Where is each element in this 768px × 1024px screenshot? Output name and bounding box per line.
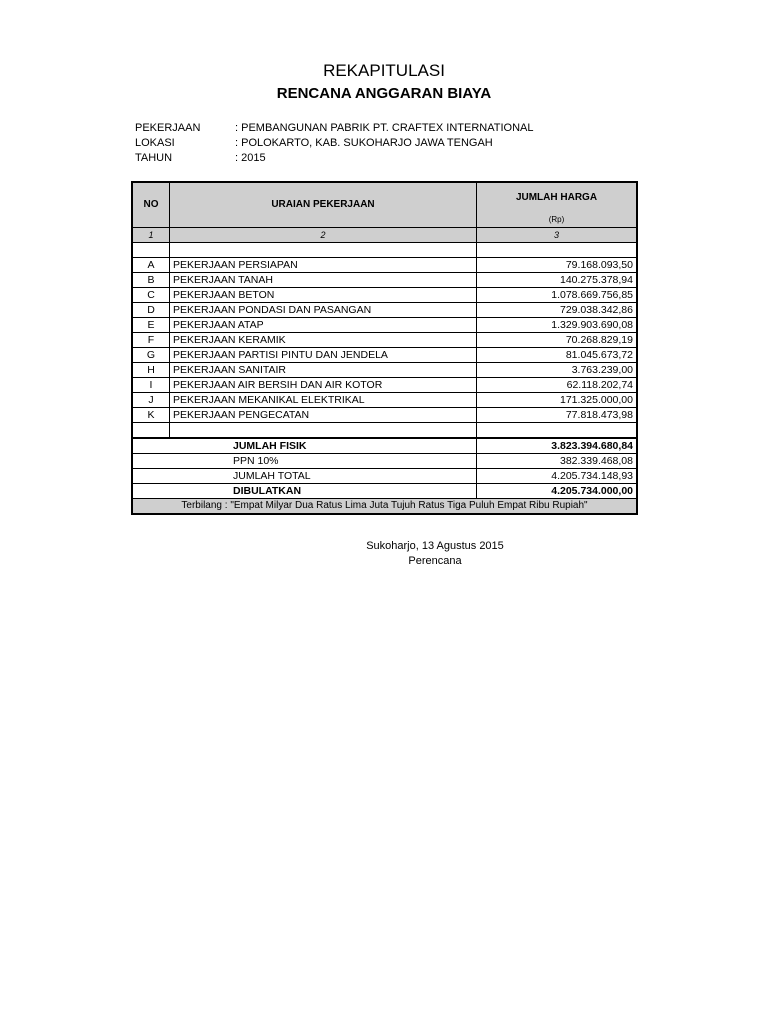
item-name: PEKERJAAN MEKANIKAL ELEKTRIKAL	[170, 393, 477, 408]
header-no: NO	[132, 182, 170, 228]
item-name: PEKERJAAN PARTISI PINTU DAN JENDELA	[170, 348, 477, 363]
colnum-3: 3	[477, 228, 638, 243]
summary-label: JUMLAH FISIK	[132, 438, 477, 454]
item-name: PEKERJAAN PENGECATAN	[170, 408, 477, 423]
item-amount: 79.168.093,50	[477, 258, 638, 273]
signature-place-date: Sukoharjo, 13 Agustus 2015	[366, 540, 504, 552]
budget-table	[131, 181, 638, 515]
summary-amount: 4.205.734.148,93	[477, 469, 638, 484]
table-row	[132, 348, 637, 363]
item-name: PEKERJAAN PONDASI DAN PASANGAN	[170, 303, 477, 318]
info-value: : POLOKARTO, KAB. SUKOHARJO JAWA TENGAH	[235, 137, 493, 149]
summary-row-dibulatkan	[132, 484, 637, 499]
summary-amount: 4.205.734.000,00	[477, 484, 638, 499]
info-value: : 2015	[235, 152, 266, 164]
table-row-spacer	[132, 423, 637, 439]
item-no: F	[132, 333, 170, 348]
item-no: G	[132, 348, 170, 363]
summary-row-jumlah-total	[132, 469, 637, 484]
colnum-2: 2	[170, 228, 477, 243]
table-row	[132, 303, 637, 318]
table-row	[132, 363, 637, 378]
item-no: H	[132, 363, 170, 378]
table-row	[132, 378, 637, 393]
table-row	[132, 393, 637, 408]
item-no: C	[132, 288, 170, 303]
item-name: PEKERJAAN PERSIAPAN	[170, 258, 477, 273]
table-row	[132, 258, 637, 273]
item-amount: 1.329.903.690,08	[477, 318, 638, 333]
item-name: PEKERJAAN AIR BERSIH DAN AIR KOTOR	[170, 378, 477, 393]
item-name: PEKERJAAN ATAP	[170, 318, 477, 333]
summary-label: JUMLAH TOTAL	[132, 469, 477, 484]
table-header-row	[132, 182, 637, 212]
item-amount: 3.763.239,00	[477, 363, 638, 378]
item-amount: 70.268.829,19	[477, 333, 638, 348]
item-amount: 77.818.473,98	[477, 408, 638, 423]
item-amount: 140.275.378,94	[477, 273, 638, 288]
info-label: TAHUN	[135, 152, 173, 164]
item-no: J	[132, 393, 170, 408]
info-label: PEKERJAAN	[135, 122, 201, 134]
document-title: REKAPITULASI	[323, 61, 445, 80]
item-name: PEKERJAAN KERAMIK	[170, 333, 477, 348]
table-row	[132, 333, 637, 348]
summary-row-ppn	[132, 454, 637, 469]
summary-amount: 3.823.394.680,84	[477, 438, 638, 454]
item-name: PEKERJAAN TANAH	[170, 273, 477, 288]
summary-amount: 382.339.468,08	[477, 454, 638, 469]
info-value: : PEMBANGUNAN PABRIK PT. CRAFTEX INTERNATIONAL	[235, 122, 534, 134]
item-no: I	[132, 378, 170, 393]
item-no: B	[132, 273, 170, 288]
header-uraian: URAIAN PEKERJAAN	[170, 182, 477, 228]
header-unit: (Rp)	[477, 212, 638, 227]
table-row-spacer	[132, 243, 637, 258]
colnum-1: 1	[132, 228, 170, 243]
signature-role: Perencana	[408, 555, 462, 567]
item-name: PEKERJAAN SANITAIR	[170, 363, 477, 378]
item-no: A	[132, 258, 170, 273]
terbilang-row	[132, 499, 637, 515]
document-subtitle: RENCANA ANGGARAN BIAYA	[276, 85, 492, 102]
table-row	[132, 288, 637, 303]
info-label: LOKASI	[135, 137, 175, 149]
item-name: PEKERJAAN BETON	[170, 288, 477, 303]
summary-label: DIBULATKAN	[132, 484, 477, 499]
terbilang-text: Terbilang : "Empat Milyar Dua Ratus Lima Juta Tujuh Ratus Tiga Puluh Empat Ribu Rupiah"	[132, 499, 637, 515]
item-no: D	[132, 303, 170, 318]
table-row	[132, 318, 637, 333]
summary-label: PPN 10%	[132, 454, 477, 469]
item-amount: 1.078.669.756,85	[477, 288, 638, 303]
table-row	[132, 408, 637, 423]
table-row	[132, 273, 637, 288]
item-amount: 81.045.673,72	[477, 348, 638, 363]
item-amount: 62.118.202,74	[477, 378, 638, 393]
header-jumlah: JUMLAH HARGA	[477, 182, 638, 212]
summary-row-jumlah-fisik	[132, 438, 637, 454]
item-amount: 171.325.000,00	[477, 393, 638, 408]
item-no: K	[132, 408, 170, 423]
column-number-row	[132, 228, 637, 243]
item-amount: 729.038.342,86	[477, 303, 638, 318]
item-no: E	[132, 318, 170, 333]
